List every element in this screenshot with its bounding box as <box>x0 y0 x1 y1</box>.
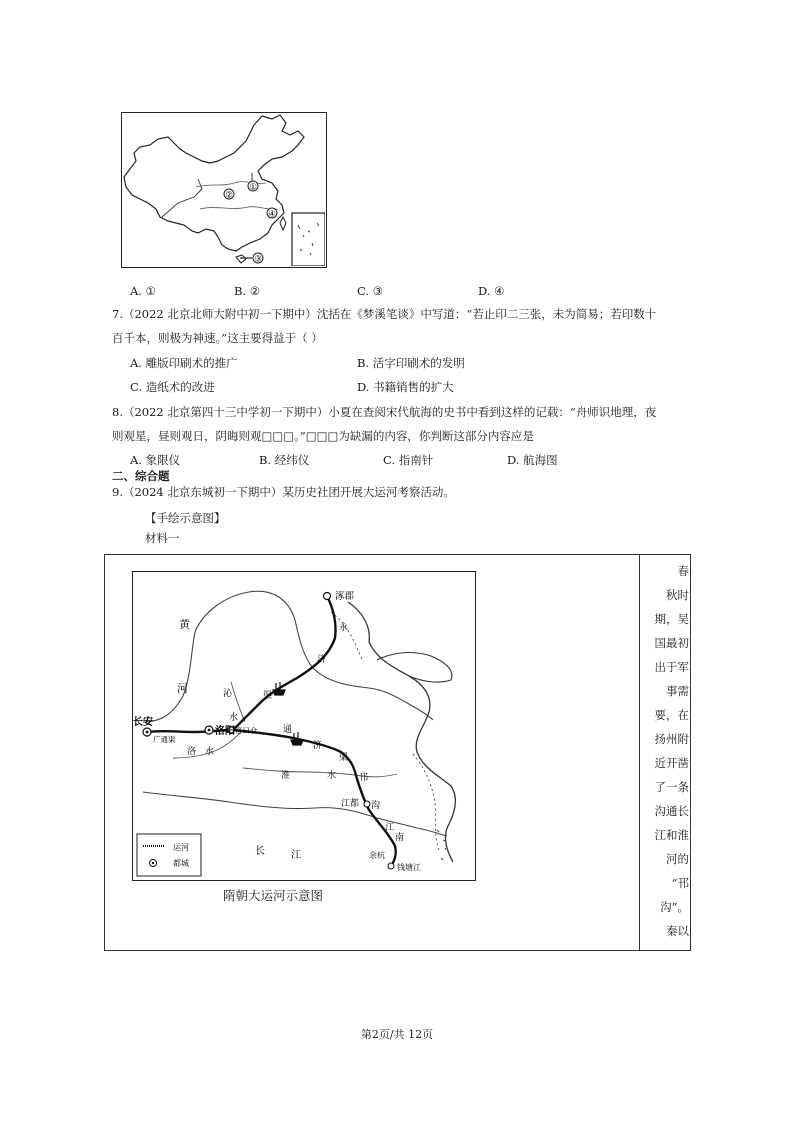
q8-stem-line1: 8.（2022 北京第四十三中学初一下期中）小夏在查阅宋代航海的史书中看到这样的记载：“舟师识地理，夜 <box>112 405 657 419</box>
label-chang: 长 <box>255 846 265 857</box>
q7-stem-line2: 百千本，则极为神速。”这主要得益于（ ） <box>112 331 323 345</box>
q7-option-d: D. 书籍销售的扩大 <box>357 380 454 394</box>
q7-option-b: B. 活字印刷术的发明 <box>357 356 465 370</box>
label-luokoucang: 洛口仓 <box>235 726 258 735</box>
label-zhuojun: 涿郡 <box>335 591 355 602</box>
label-nan: 南 <box>395 833 405 843</box>
label-guangtong: 广通渠 <box>153 735 176 744</box>
china-map-figure <box>121 112 327 268</box>
q8-option-d: D. 航海图 <box>507 453 558 467</box>
side-text-line: 江和淮 <box>654 828 689 842</box>
label-shui: 水 <box>229 713 239 723</box>
q8-option-a: A. 象限仪 <box>130 453 181 467</box>
side-text-line: 河的 <box>666 852 689 866</box>
label-huai: 淮 <box>281 771 291 781</box>
label-yong: 永 <box>339 623 349 633</box>
label-ji: 济 <box>317 655 327 665</box>
column-divider <box>639 555 640 950</box>
side-text-line: 期，吴 <box>654 612 689 626</box>
map1-marker-1: ① <box>249 182 257 193</box>
q6-option-a: A. ① <box>130 284 156 298</box>
label-luo: 洛 <box>187 747 197 757</box>
legend-capital: 都城 <box>173 859 189 868</box>
q9-subheading: 【手绘示意图】 <box>145 511 226 525</box>
side-text-line: 沟”。 <box>660 900 689 914</box>
label-jiang: 江 <box>385 823 395 833</box>
label-huang: 黄 <box>179 618 190 631</box>
label-qin: 沁 <box>223 689 233 699</box>
label-yuhang: 余杭 <box>369 851 385 860</box>
side-text-line: 秦以 <box>666 924 689 938</box>
grand-canal-map <box>132 571 476 881</box>
side-text-line: 近开凿 <box>654 756 689 770</box>
side-text-line: 春 <box>677 564 689 578</box>
side-text-line: 事需 <box>666 684 689 698</box>
side-text-line: 国最初 <box>654 636 689 650</box>
label-changan: 长安 <box>133 717 153 728</box>
side-text-line: 沟通长 <box>654 804 689 818</box>
material-box <box>104 554 691 951</box>
map1-marker-2: ② <box>225 190 233 201</box>
q7-option-c: C. 造纸术的改进 <box>130 380 215 394</box>
map-caption: 隋朝大运河示意图 <box>223 888 324 903</box>
map1-marker-4: ④ <box>268 209 276 220</box>
label-gou: 沟 <box>371 801 381 811</box>
map1-marker-3: ③ <box>254 254 262 265</box>
q6-option-d: D. ④ <box>478 284 505 298</box>
side-text-line: 了一条 <box>654 780 689 794</box>
q8-stem-line2: 则观星，昼则观日，阴晦则观□□□。”□□□为缺漏的内容，你判断这部分内容应是 <box>112 429 534 443</box>
q6-option-b: B. ② <box>234 284 261 298</box>
label-luoyang: 洛阳 <box>215 726 235 737</box>
label-shui2: 水 <box>205 747 215 757</box>
side-text-line: “邗 <box>671 876 689 890</box>
side-text-line: 扬州附 <box>654 732 689 746</box>
q9-stem: 9.（2024 北京东城初一下期中）某历史社团开展大运河考察活动。 <box>112 485 455 499</box>
label-jiangdu: 江都 <box>341 799 360 809</box>
side-text-line: 出于军 <box>654 660 689 674</box>
label-he: 河 <box>177 682 188 695</box>
label-tong: 通 <box>283 725 293 735</box>
page-footer: 第2页/共 12页 <box>360 1028 434 1041</box>
q7-option-a: A. 雕版印刷术的推广 <box>130 356 238 370</box>
q6-option-c: C. ③ <box>357 284 384 298</box>
q8-option-b: B. 经纬仪 <box>259 453 310 467</box>
label-ji2: 济 <box>313 741 323 751</box>
q9-material-label: 材料一 <box>145 531 180 545</box>
label-jiang2: 江 <box>291 850 301 861</box>
section-2-title: 二、综合题 <box>112 469 170 483</box>
q7-stem-line1: 7.（2022 北京北师大附中初一下期中）沈括在《梦溪笔谈》中写道：“若止印二三张，未为简易；若印数十 <box>112 307 657 321</box>
side-text-line: 秋时 <box>666 588 689 602</box>
side-text-line: 要，在 <box>654 708 689 722</box>
label-qu2: 渠 <box>339 753 349 763</box>
legend-canal: 运河 <box>173 843 189 852</box>
label-qu: 渠 <box>263 691 273 701</box>
label-han: 邗 <box>359 773 369 783</box>
label-shui3: 水 <box>327 771 337 781</box>
label-qiantangjiang: 钱塘江 <box>397 863 421 872</box>
q8-option-c: C. 指南针 <box>383 453 434 467</box>
